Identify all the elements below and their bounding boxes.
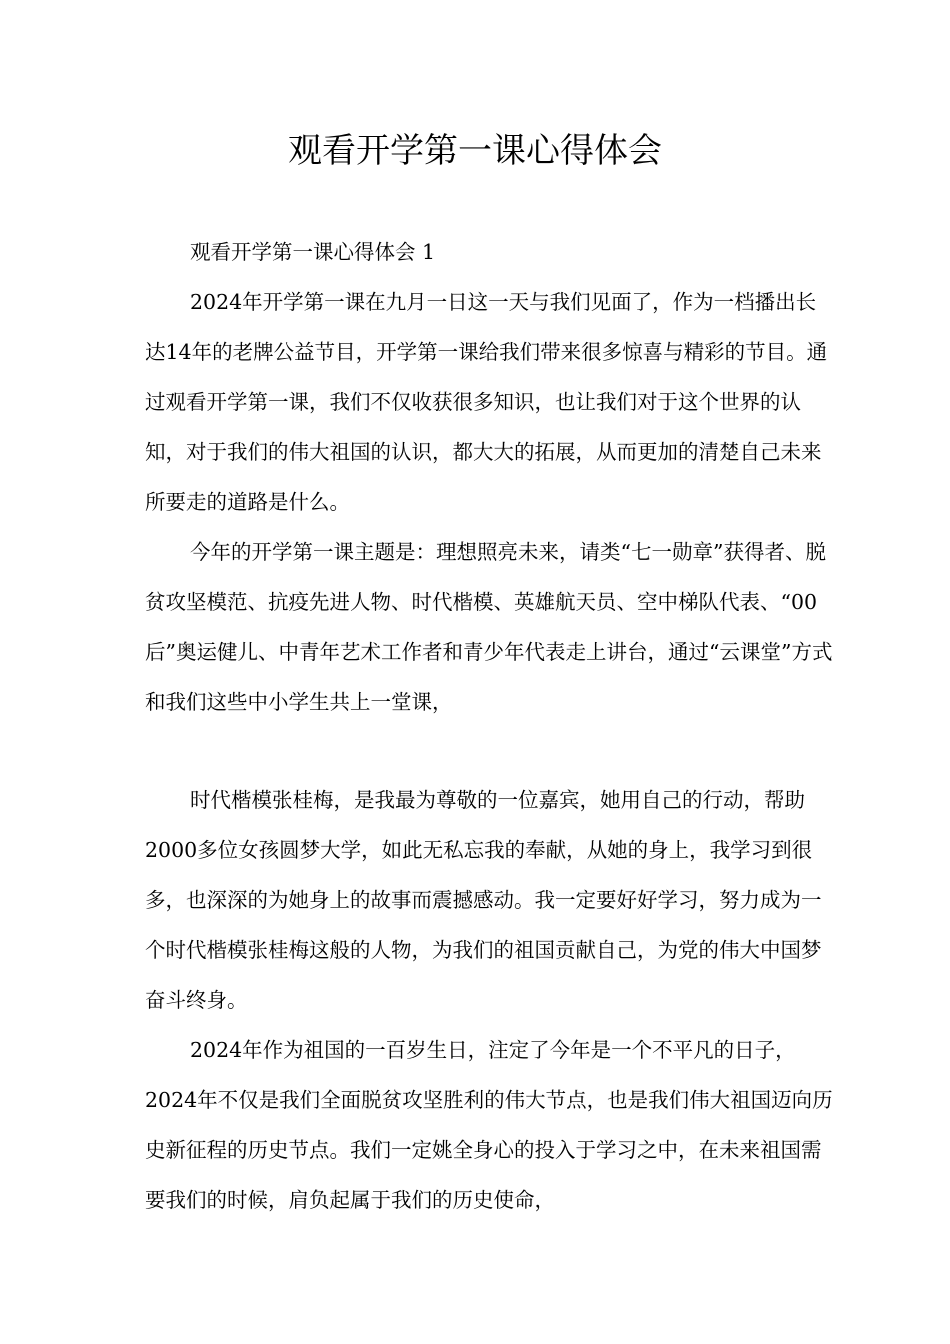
paragraph: 2024年作为祖国的一百岁生日，注定了今年是一个不平凡的日子，2024年不仅是我们全面脱贫攻坚胜利的伟大节点，也是我们伟大祖国迈向历史新征程的历史节点。我们一定姚全身心的投入于学习之中，在未来祖国需要我们的时候，肩负起属于我们的历史使命， [145, 1038, 833, 1212]
body-text-bottom [145, 775, 835, 1225]
document-title: 观看开学第一课心得体会 [288, 131, 662, 171]
paragraph: 今年的开学第一课主题是：理想照亮未来，请类“七一勋章”获得者、脱贫攻坚模范、抗疫先进人物、时代楷模、英雄航天员、空中梯队代表、“00后”奥运健儿、中青年艺术工作者和青少年代表走上讲台，通过“云课堂”方式和我们这些中小学生共上一堂课， [145, 540, 833, 714]
paragraph: 2024年开学第一课在九月一日这一天与我们见面了，作为一档播出长达14年的老牌公益节目，开学第一课给我们带来很多惊喜与精彩的节目。通过观看开学第一课，我们不仅收获很多知识，也让我们对于这个世界的认知，对于我们的伟大祖国的认识，都大大的拓展，从而更加的清楚自己未来所要走的道路是什么。 [145, 290, 828, 514]
paragraph: 时代楷模张桂梅，是我最为尊敬的一位嘉宾，她用自己的行动，帮助2000多位女孩圆梦大学，如此无私忘我的奉献，从她的身上，我学习到很多，也深深的为她身上的故事而震撼感动。我一定要好好学习，努力成为一个时代楷模张桂梅这般的人物，为我们的祖国贡献自己，为党的伟大中国梦奋斗终身。 [145, 788, 822, 1012]
body-text-top [145, 277, 835, 727]
section-heading: 观看开学第一课心得体会 1 [190, 240, 436, 264]
